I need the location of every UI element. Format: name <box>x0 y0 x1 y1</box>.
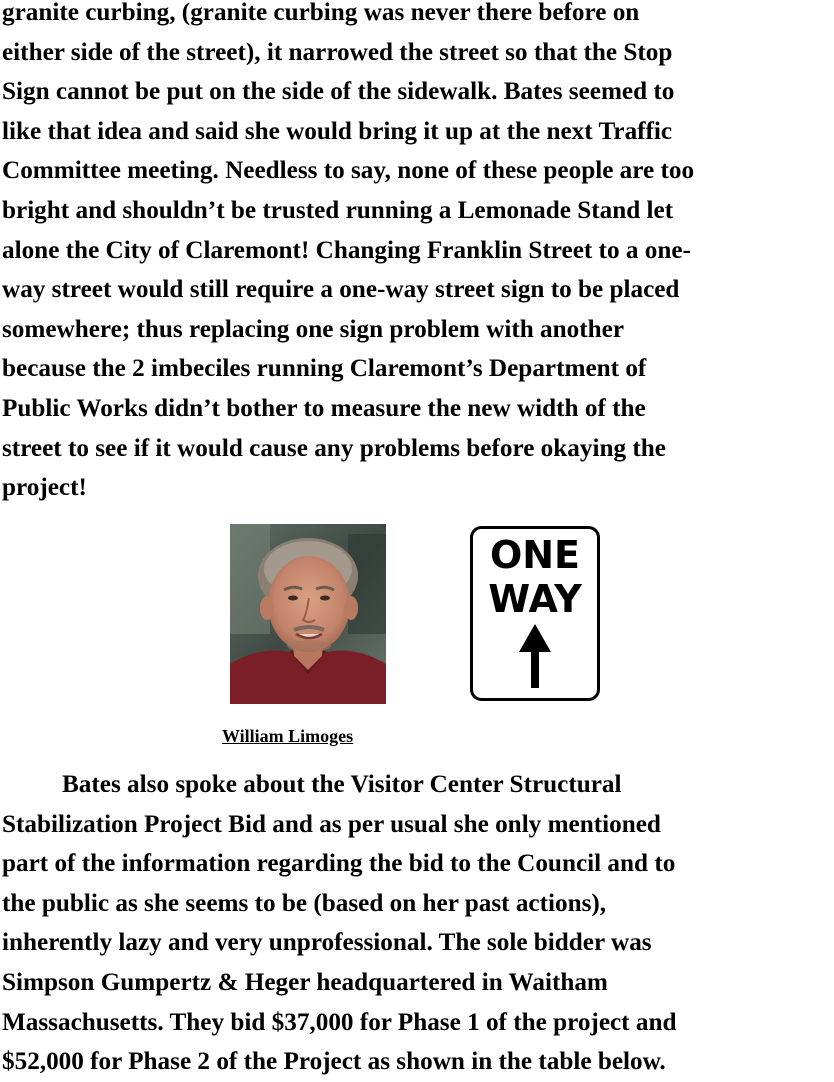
paragraph-1 <box>2 0 832 508</box>
sign-text-way: WAY <box>488 577 582 621</box>
paragraph-1-line: like that idea and said she would bring it up at the next Traffic <box>2 117 673 145</box>
paragraph-1-line: street to see if it would cause any problems before okaying the <box>2 434 666 462</box>
paragraph-1-line: Public Works didn’t bother to measure the new width of the <box>2 394 646 422</box>
paragraph-1-line: Sign cannot be put on the side of the sidewalk. Bates seemed to <box>2 78 675 106</box>
paragraph-1-line: alone the City of Claremont! Changing Franklin Street to a one- <box>2 236 691 264</box>
paragraph-2-line: Simpson Gumpertz & Heger headquartered in Waitham <box>2 968 608 996</box>
sign-text-one: ONE <box>489 533 581 577</box>
paragraph-1-line: project! <box>2 474 87 502</box>
paragraph-2-line: Massachusetts. They bid $37,000 for Phase 1 of the project and <box>2 1008 677 1036</box>
one-way-sign-graphic <box>470 526 600 701</box>
paragraph-2-line: inherently lazy and very unprofessional. The sole bidder was <box>2 929 652 957</box>
paragraph-1-line: granite curbing, (granite curbing was never there before on <box>2 0 640 26</box>
photo-caption: William Limoges <box>222 726 354 746</box>
paragraph-1-line: Committee meeting. Needless to say, none of these people are too <box>2 157 695 185</box>
paragraph-2-line: Stabilization Project Bid and as per usual she only mentioned <box>2 810 661 838</box>
paragraph-2-line: the public as she seems to be (based on her past actions), <box>2 889 607 917</box>
one-way-sign <box>470 526 600 701</box>
paragraph-2 <box>2 765 832 1082</box>
paragraph-1-line: either side of the street), it narrowed the street so that the Stop <box>2 38 673 66</box>
paragraph-2-line: Bates also spoke about the Visitor Center Structural <box>62 771 622 798</box>
paragraph-2-line: part of the information regarding the bid to the Council and to <box>2 850 676 878</box>
paragraph-1-line: because the 2 imbeciles running Claremont’s Department of <box>2 355 647 383</box>
paragraph-1-line: bright and shouldn’t be trusted running a Lemonade Stand let <box>2 196 674 224</box>
portrait-photo <box>230 524 386 704</box>
paragraph-2-line: $52,000 for Phase 2 of the Project as shown in the table below. <box>2 1048 666 1076</box>
paragraph-1-line: somewhere; thus replacing one sign problem with another <box>2 315 625 343</box>
paragraph-1-line: way street would still require a one-way street sign to be placed <box>2 276 680 304</box>
portrait-image <box>230 524 386 704</box>
